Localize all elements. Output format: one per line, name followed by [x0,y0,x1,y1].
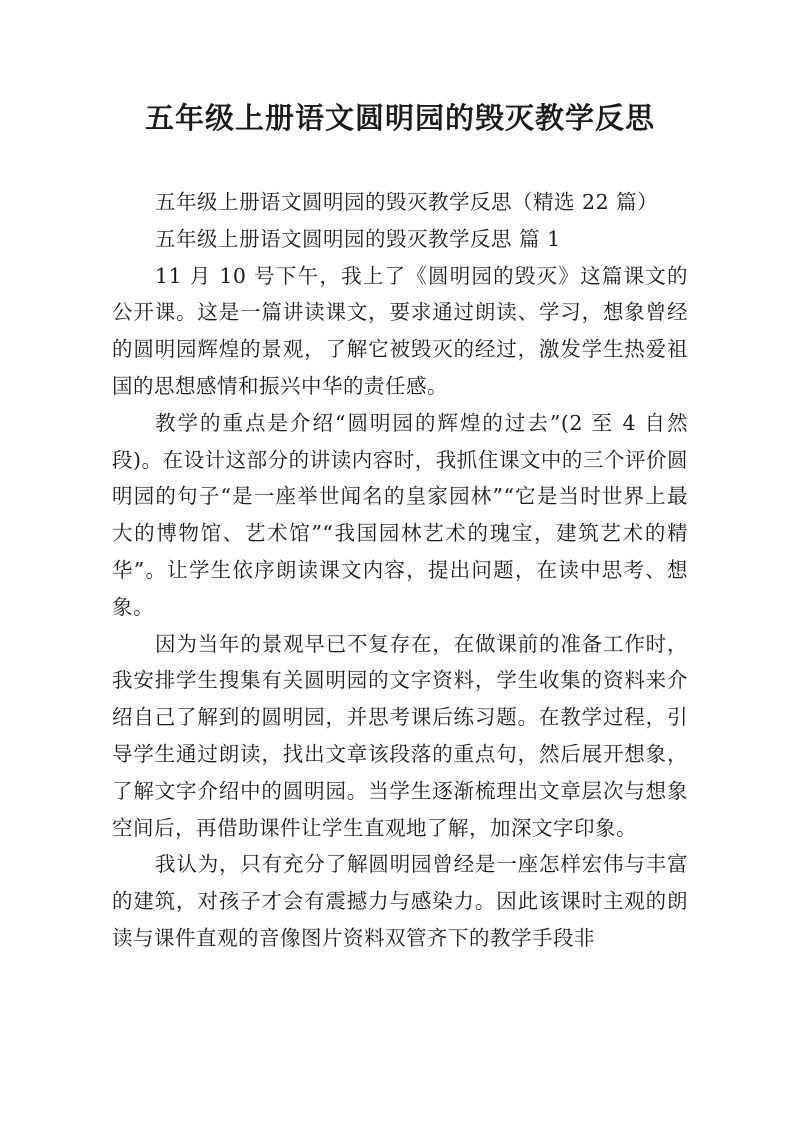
document-body [112,184,688,957]
paragraph: 教学的重点是介绍“圆明园的辉煌的过去”(2 至 4 自然段)。在设计这部分的讲读内容时，我抓住课文中的三个评价圆明园的句子“是一座举世闻名的皇家园林”“它是当时世界上最大的博物馆、艺术馆”“我国园林艺术的瑰宝，建筑艺术的精华”。让学生依序朗读课文内容，提出问题，在读中思考、想象。 [112,410,688,619]
document-title: 五年级上册语文圆明园的毁灭教学反思 [144,101,655,135]
paragraph: 11 月 10 号下午，我上了《圆明园的毁灭》这篇课文的公开课。这是一篇讲读课文，要求通过朗读、学习，想象曾经的圆明园辉煌的景观，了解它被毁灭的经过，激发学生热爱祖国的思想感情和振兴中华的责任感。 [112,263,688,398]
paragraph: 因为当年的景观早已不复存在，在做课前的准备工作时，我安排学生搜集有关圆明园的文字资料，学生收集的资料来介绍自己了解到的圆明园，并思考课后练习题。在教学过程，引导学生通过朗读，找出文章该段落的重点句，然后展开想象，了解文字介绍中的圆明园。当学生逐渐梳理出文章层次与想象空间后，再借助课件让学生直观地了解，加深文字印象。 [112,631,688,840]
paragraph: 我认为，只有充分了解圆明园曾经是一座怎样宏伟与丰富的建筑，对孩子才会有震撼力与感染力。因此该课时主观的朗读与课件直观的音像图片资料双管齐下的教学手段非 [112,852,688,950]
section-heading: 五年级上册语文圆明园的毁灭教学反思 篇 1 [155,226,561,251]
document-subtitle: 五年级上册语文圆明园的毁灭教学反思（精选 22 篇） [155,190,659,214]
